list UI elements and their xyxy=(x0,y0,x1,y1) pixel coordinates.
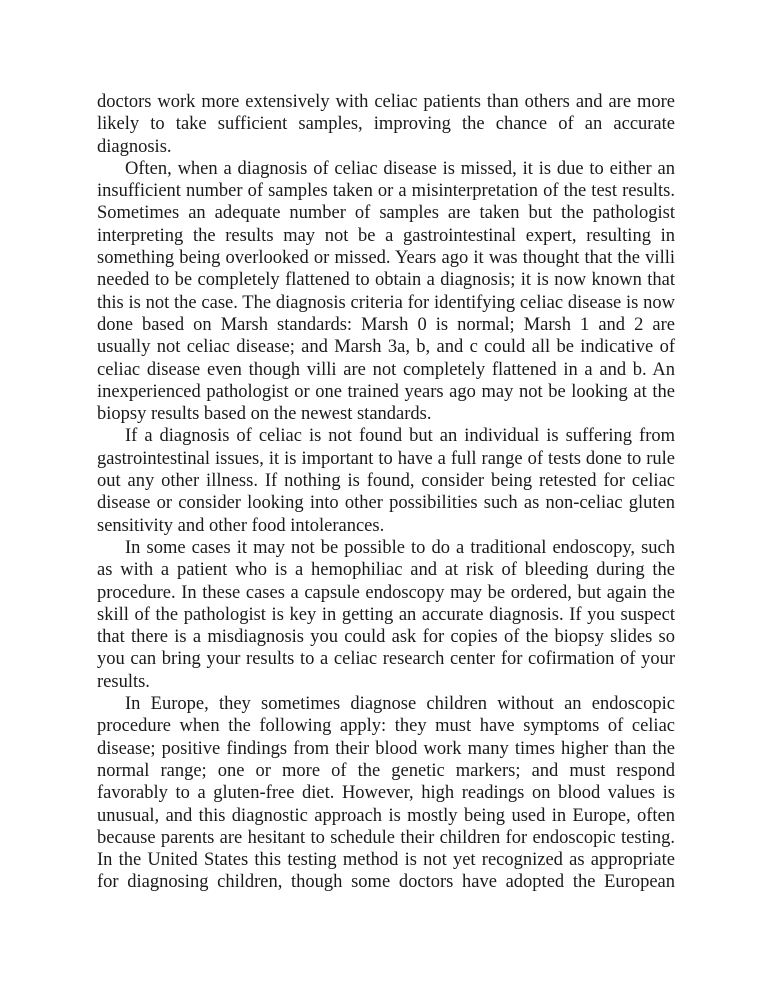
paragraph-europe-diagnosis: In Europe, they sometimes diagnose children without an endoscopic procedure when the following apply: they must have symptoms of celiac disease; positive findings from their blood work many times higher than the normal range; one or more of the genetic markers; and must respond favorably to a gluten-free diet. However, high readings on blood values is unusual, and this diagnostic approach is mostly being used in Europe, often because parents are hesitant to schedule their children for endoscopic testing. In the United States this testing method is not yet recognized as appropriate for diagnosing children, though some doctors have adopted the European xyxy=(97,694,675,893)
body-text xyxy=(97,91,675,894)
paragraph-capsule-endoscopy: In some cases it may not be possible to do a traditional endoscopy, such as with a patient who is a hemophiliac and at risk of bleeding during the procedure. In these cases a capsule endoscopy may be ordered, but again the skill of the pathologist is key in getting an accurate diagnosis. If you suspect that there is a misdiagnosis you could ask for copies of the biopsy slides so you can bring your results to a celiac research center for cofirmation of your results. xyxy=(97,537,675,692)
paragraph-further-testing: If a diagnosis of celiac is not found but an individual is suffering from gastrointestinal issues, it is important to have a full range of tests done to rule out any other illness. If nothing is found, consider being retested for celiac disease or consider looking into other possibilities such as non-celiac gluten sensitivity and other food intolerances. xyxy=(97,426,675,536)
paragraph-missed-diagnosis: Often, when a diagnosis of celiac disease is missed, it is due to either an insufficient number of samples taken or a misinterpretation of the test results. Sometimes an adequate number of samples are taken but the pathologist interpreting the results may not be a gastrointestinal expert, resulting in something being overlooked or missed. Years ago it was thought that the villi needed to be completely flattened to obtain a diagnosis; it is now known that this is not the case. The diagnosis criteria for identifying celiac disease is now done based on Marsh standards: Marsh 0 is normal; Marsh 1 and 2 are usually not celiac disease; and Marsh 3a, b, and c could all be indicative of celiac disease even though villi are not completely flattened in a and b. An inexperienced pathologist or one trained years ago may not be looking at the biopsy results based on the newest standards. xyxy=(97,158,675,425)
paragraph-continued: doctors work more extensively with celiac patients than others and are more likely to take sufficient samples, improving the chance of an accurate diagnosis. xyxy=(97,92,675,157)
